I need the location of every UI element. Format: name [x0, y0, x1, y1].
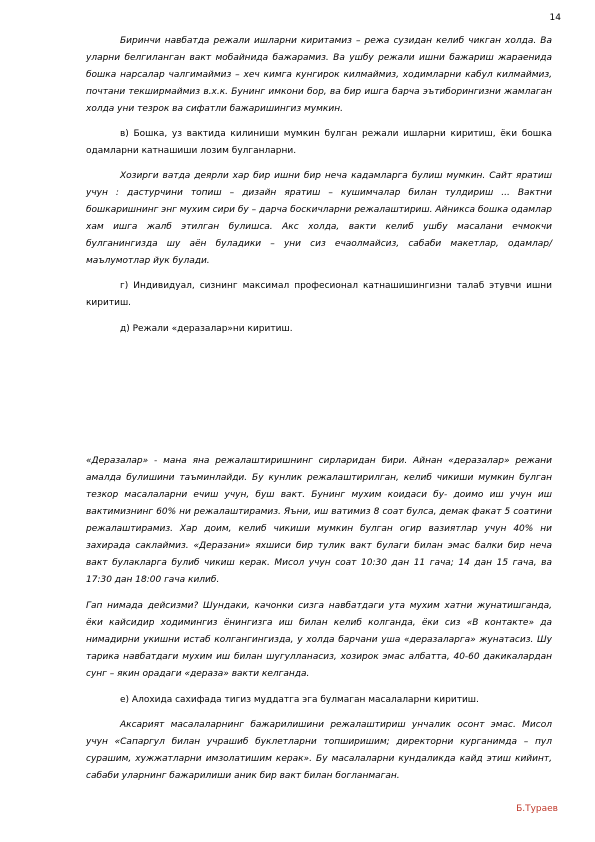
page-number: 14 — [549, 13, 561, 23]
paragraph-2-item-v: в) Бошка, уз вактида килиниши мумкин булган режали ишларни киритиш, ёки бошка одамларни катнашиши лозим булганларни. — [86, 129, 552, 156]
paragraph-4-item-g: г) Индивидуал, сизнинг максимал професионал катнашишингизни талаб этувчи ишни киритиш. — [86, 281, 552, 308]
paragraph-3: Хозирги ватда деярли хар бир ишни бир неча кадамларга булиш мумкин. Сайт яратиш учун : дастурчини топиш – дизайн яратиш – кушимчалар билан тулдириш ... Вактни бошкаришнинг энг мухим сири бу – дарча боскичларни режалаштириш. Айникса бошка одамлар хам ишга жалб этилган булишса. Акс холда, вакти келиб ушбу масалани ечмокчи булганингизда шу аён буладики – уни сиз ечаолмайсиз, сабаби макетлар, одамлар/маълумотлар йук булади. — [86, 171, 552, 266]
paragraph-6-windows: «Деразалар» - мана яна режалаштиришнинг сирларидан бири. Айнан «деразалар» режани амалда булишини таъминлайди. Бу кунлик режалаштирилган, келиб чикиши мумкин булган тезкор масалаларни ечиш учун, буш вакт. Бунинг мухим коидаси бу- доимо иш учун иш вактимизнинг 60% ни режалаштирамиз. Яъни, иш ватимиз 8 соат булса, демак факат 5 соатини режалаштирамиз. Хар доим, келиб чикиши мумкин булган огир вазиятлар учун 40% ни захирада саклаймиз. «Деразани» яхшиси бир тулик вакт булаги билан эмас балки бир неча вакт булакларга булиб чикиш керак. Мисол учун соат 10:30 дан 11 гача; 14 дан 15 гача, ва 17:30 дан 18:00 гача килиб. — [86, 456, 552, 585]
document-body — [86, 33, 552, 785]
paragraph-5-item-d: д) Режали «деразалар»ни киритиш. — [120, 324, 293, 334]
paragraph-8-item-e: е) Алохида сахифада тигиз муддатга эга булмаган масалаларни киритиш. — [120, 695, 479, 705]
paragraph-1: Биринчи навбатда режали ишларни киритамиз – режа сузидан келиб чикган холда. Ва уларни белгиланган вакт мобайнида бажарамиз. Ва ушбу режали ишни бажариш жараенида бошка нарсалар чалгимаймиз – хеч кимга кунгирок килмаймиз, ходимларни кабул килмаймиз, почтани текширмаймиз в.х.к. Бунинг имкони бор, ва бир ишга барча эътиборингизни жамлаган холда уни тезрок ва сифатли бажаришингиз мумкин. — [86, 36, 552, 114]
paragraph-7: Гап нимада дейсизми? Шундаки, качонки сизга навбатдаги ута мухим хатни жунатишганда, ёки кайсидир ходимингиз ёнингизга иш билан келиб колганда, ёки сиз «В контакте» да нимадирни укишни истаб колгангингизда, у холда барчани уша «деразаларга» жунатасиз. Шу тарика навбатдаги мухим иш билан шугулланасиз, хозирок эмас албатта, 40-60 дакикалардан сунг – якин орадаги «дераза» вакти келганда. — [86, 601, 552, 679]
paragraph-9: Аксарият масалаларнинг бажарилишини режалаштириш унчалик осонт эмас. Мисол учун «Сапаргул билан учрашиб буклетларни топширишим; директорни курганимда – пул сурашим, хужжатларни имзолатишим керак». Бу масалаларни кундаликда кайд этиш кийинт, сабаби уларнинг бажарилиши аник бир вакт билан богланмаган. — [86, 720, 552, 781]
author-signature: Б.Тураев — [516, 804, 558, 814]
